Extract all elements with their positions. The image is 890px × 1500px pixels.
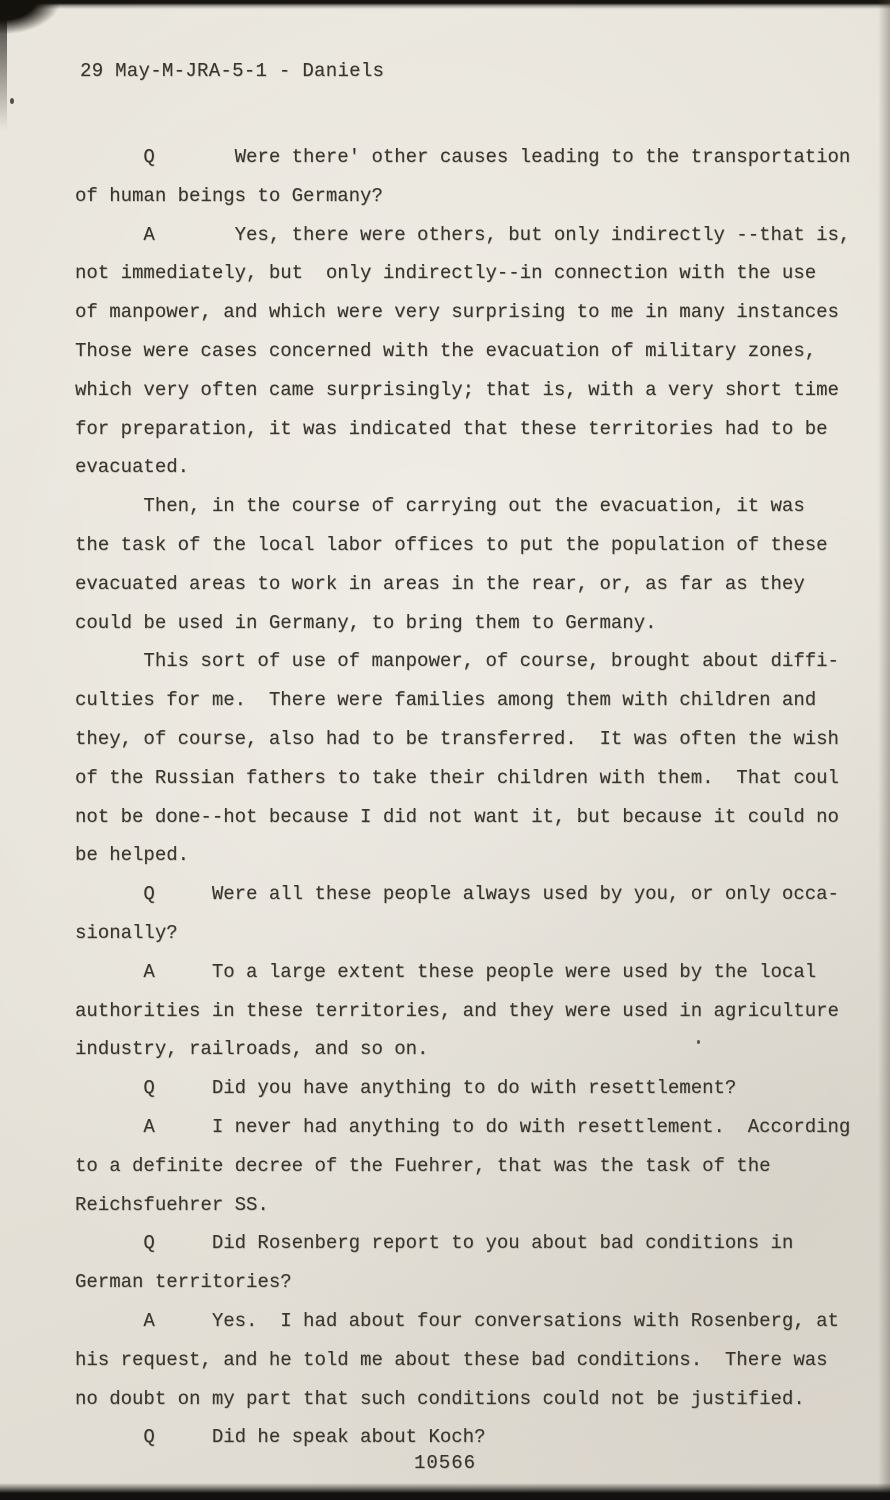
transcript-line: Q Did you have anything to do with resettlement? <box>75 1077 737 1100</box>
transcript-line: Q Did he speak about Koch? <box>75 1426 486 1449</box>
transcript-line: Reichsfuehrer SS. <box>75 1193 269 1216</box>
transcript-line: to a definite decree of the Fuehrer, that was the task of the <box>75 1154 771 1177</box>
transcript-line: be helped. <box>75 844 190 867</box>
scan-top-edge-artifact <box>0 0 890 9</box>
transcript-line: German territories? <box>75 1271 292 1294</box>
transcript-line: of manpower, and which were very surprising to me in many instances <box>75 301 839 324</box>
transcript-line: Then, in the course of carrying out the evacuation, it was <box>75 495 805 518</box>
transcript-line: A Yes, there were others, but only indirectly --that is, <box>75 223 851 246</box>
transcript-line: This sort of use of manpower, of course, brought about diffi- <box>75 650 839 673</box>
transcript-line: culties for me. There were families among them with children and <box>75 689 817 712</box>
transcript-line: which very often came surprisingly; that is, with a very short time <box>75 378 839 401</box>
document-header: 29 May-M-JRA-5-1 - Daniels <box>80 60 385 82</box>
scan-corner-blot-artifact <box>0 0 60 34</box>
transcript-line: no doubt on my part that such conditions could not be justified. <box>75 1387 805 1410</box>
transcript-line: authorities in these territories, and they were used in agriculture <box>75 999 839 1022</box>
ink-speck-artifact <box>10 98 14 104</box>
transcript-line: they, of course, also had to be transferred. It was often the wish <box>75 727 839 750</box>
transcript-line: his request, and he told me about these bad conditions. There was <box>75 1348 828 1371</box>
transcript-line: A Yes. I had about four conversations with Rosenberg, at <box>75 1309 839 1332</box>
transcript-line: evacuated areas to work in areas in the rear, or, as far as they <box>75 572 805 595</box>
transcript-line: A To a large extent these people were used by the local <box>75 960 817 983</box>
transcript-line: evacuated. <box>75 456 190 479</box>
scan-right-shade-artifact <box>878 0 890 1500</box>
transcript-line: could be used in Germany, to bring them to Germany. <box>75 611 657 634</box>
transcript-line: of the Russian fathers to take their children with them. That coul <box>75 766 839 789</box>
transcript-line: Q Did Rosenberg report to you about bad conditions in <box>75 1232 794 1255</box>
transcript-line: not immediately, but only indirectly--in connection with the use <box>75 262 817 285</box>
scan-bottom-edge-artifact <box>0 1483 890 1500</box>
transcript-line: industry, railroads, and so on. <box>75 1038 429 1061</box>
page-number: 10566 <box>413 1452 476 1474</box>
transcript-line: for preparation, it was indicated that these territories had to be <box>75 417 828 440</box>
transcript-line: sionally? <box>75 921 178 944</box>
transcript-line: Those were cases concerned with the evacuation of military zones, <box>75 339 817 362</box>
transcript-line: of human beings to Germany? <box>75 184 383 207</box>
transcript-line: Q Were all these people always used by you, or only occa- <box>75 883 839 906</box>
transcript-line: A I never had anything to do with resettlement. According <box>75 1115 851 1138</box>
transcript-line: the task of the local labor offices to put the population of these <box>75 533 828 556</box>
scan-left-streak-artifact <box>0 0 7 130</box>
transcript-body <box>75 138 870 1457</box>
transcript-line: Q Were there' other causes leading to the transportation <box>75 146 851 168</box>
transcript-line: not be done--hot because I did not want it, but because it could no <box>75 805 839 828</box>
